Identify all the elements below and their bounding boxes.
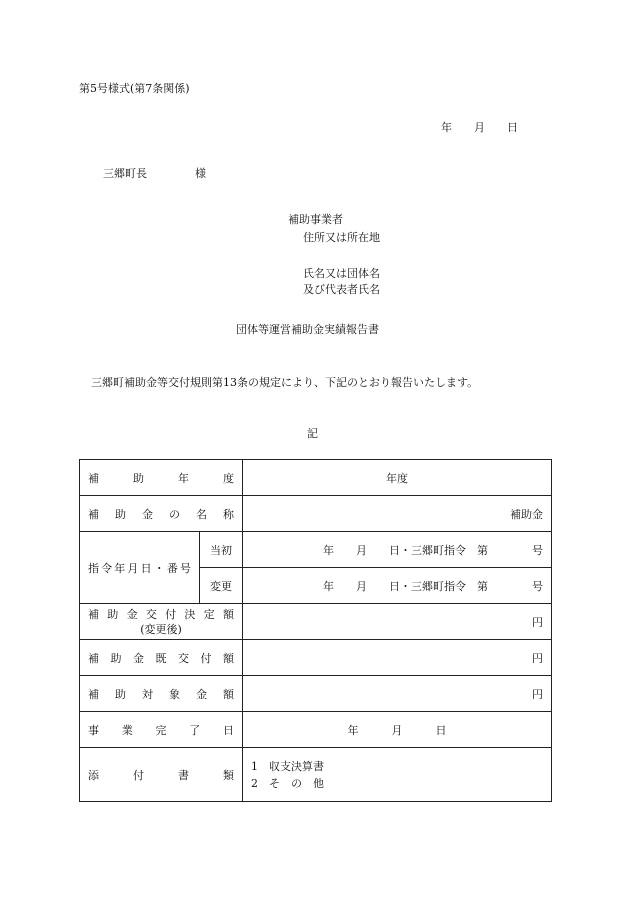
directive-changed-value: 年 月 日・三郷町指令 第 号 [243, 568, 552, 604]
attachments-label: 添付書類 [80, 748, 243, 802]
decision-amount-label [80, 604, 243, 640]
directive-original-value: 年 月 日・三郷町指令 第 号 [243, 532, 552, 568]
subsidy-name-label: 補助金の名称 [80, 496, 243, 532]
decision-amount-value: 円 [243, 604, 552, 640]
addressee [103, 165, 206, 181]
completion-date-label: 事業完了日 [80, 712, 243, 748]
date-year-label: 年 [441, 121, 452, 134]
applicant-name-label: 氏名又は団体名 [303, 267, 380, 280]
subsidy-year-value: 年度 [243, 460, 552, 496]
table-row [80, 676, 552, 712]
addressee-honorific: 様 [195, 167, 206, 180]
report-table [79, 459, 552, 802]
table-row [80, 604, 552, 640]
applicant-heading: 補助事業者 [288, 213, 343, 226]
attachment-item: 2 そ の 他 [251, 776, 324, 790]
table-row [80, 640, 552, 676]
ki-heading: 記 [307, 427, 318, 440]
table-row [80, 532, 552, 568]
eligible-amount-label: 補助対象金額 [80, 676, 243, 712]
form-number: 第5号様式(第7条関係) [79, 82, 190, 95]
attachment-item: 1 収支決算書 [251, 759, 324, 773]
directive-label: 指令年月日・番号 [80, 532, 200, 604]
directive-original-label: 当初 [200, 532, 243, 568]
decision-amount-label-line2: (変更後) [140, 622, 182, 636]
completion-date-value: 年 月 日 [243, 712, 552, 748]
directive-changed-label: 変更 [200, 568, 243, 604]
table-row [80, 496, 552, 532]
document-title: 団体等運営補助金実績報告書 [236, 323, 379, 336]
report-date [441, 119, 518, 135]
applicant-address-label: 住所又は所在地 [303, 231, 380, 244]
table-row [80, 712, 552, 748]
eligible-amount-value: 円 [243, 676, 552, 712]
subsidy-name-value: 補助金 [243, 496, 552, 532]
already-granted-value: 円 [243, 640, 552, 676]
applicant-representative-label: 及び代表者氏名 [303, 283, 380, 296]
table-row [80, 460, 552, 496]
date-day-label: 日 [507, 121, 518, 134]
addressee-name: 三郷町長 [103, 167, 147, 180]
date-month-label: 月 [474, 121, 485, 134]
already-granted-label: 補助金既交付額 [80, 640, 243, 676]
attachments-value [243, 748, 552, 802]
document-body: 三郷町補助金等交付規則第13条の規定により、下記のとおり報告いたします。 [91, 376, 479, 389]
decision-amount-label-line1: 補助金交付決定額 [88, 607, 234, 621]
table-row [80, 748, 552, 802]
subsidy-year-label: 補助年度 [80, 460, 243, 496]
